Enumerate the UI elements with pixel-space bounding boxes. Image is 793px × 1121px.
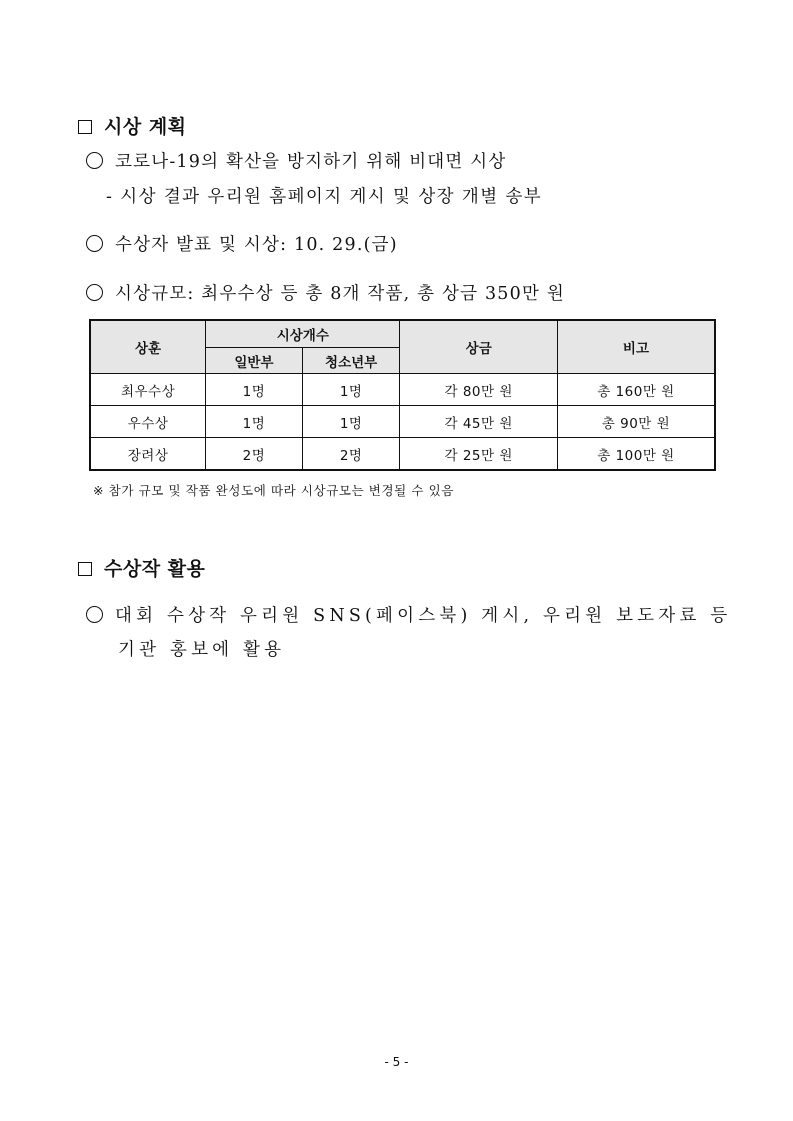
cell-prize: 각 45만 원: [400, 406, 557, 438]
cell-general: 1명: [206, 406, 303, 438]
section-heading-text: 수상작 활용: [104, 558, 206, 580]
bullet-text: 코로나-19의 확산을 방지하기 위해 비대면 시상: [115, 152, 507, 172]
header-prize: 상금: [400, 320, 557, 374]
page-number: - 5 -: [384, 1055, 409, 1069]
section-heading-award-plan: [78, 112, 187, 139]
header-count-group: 시상개수: [206, 320, 400, 348]
checkbox-square-icon: [78, 120, 92, 134]
table-footnote: ※ 참가 규모 및 작품 완성도에 따라 시상규모는 변경될 수 있음: [93, 483, 455, 498]
table-row: [90, 406, 715, 438]
cell-award: 우수상: [90, 406, 206, 438]
cell-prize: 각 80만 원: [400, 374, 557, 406]
header-youth: 청소년부: [302, 348, 400, 374]
header-general: 일반부: [206, 348, 303, 374]
section-heading-text: 시상 계획: [104, 116, 187, 138]
bullet-item: [86, 602, 731, 627]
circle-bullet-icon: [86, 235, 103, 252]
cell-general: 1명: [206, 374, 303, 406]
sub-bullet-text: - 시상 결과 우리원 홈페이지 게시 및 상장 개별 송부: [106, 187, 543, 207]
cell-youth: 1명: [302, 374, 400, 406]
cell-award: 최우수상: [90, 374, 206, 406]
bullet-text: 수상자 발표 및 시상: 10. 29.(금): [115, 235, 398, 255]
circle-bullet-icon: [86, 152, 103, 169]
circle-bullet-icon: [86, 284, 103, 301]
circle-bullet-icon: [86, 606, 103, 623]
bullet-text: 기관 홍보에 활용: [118, 640, 286, 660]
cell-youth: 2명: [302, 438, 400, 471]
cell-note: 총 160만 원: [557, 374, 715, 406]
cell-general: 2명: [206, 438, 303, 471]
cell-award: 장려상: [90, 438, 206, 471]
bullet-item: [86, 148, 506, 173]
bullet-continuation: [118, 636, 285, 661]
bullet-text: 대회 수상작 우리원 SNS(페이스북) 게시, 우리원 보도자료 등: [115, 606, 732, 626]
section-heading-award-usage: [78, 554, 205, 581]
table-row: [90, 374, 715, 406]
bullet-item: [86, 280, 565, 305]
bullet-item: [86, 231, 398, 256]
checkbox-square-icon: [78, 562, 92, 576]
sub-bullet-item: [106, 183, 542, 208]
awards-table: [89, 319, 716, 471]
cell-prize: 각 25만 원: [400, 438, 557, 471]
bullet-text: 시상규모: 최우수상 등 총 8개 작품, 총 상금 350만 원: [115, 284, 565, 304]
cell-note: 총 90만 원: [557, 406, 715, 438]
header-note: 비고: [557, 320, 715, 374]
cell-youth: 1명: [302, 406, 400, 438]
header-award: 상훈: [90, 320, 206, 374]
cell-note: 총 100만 원: [557, 438, 715, 471]
table-row: [90, 438, 715, 471]
